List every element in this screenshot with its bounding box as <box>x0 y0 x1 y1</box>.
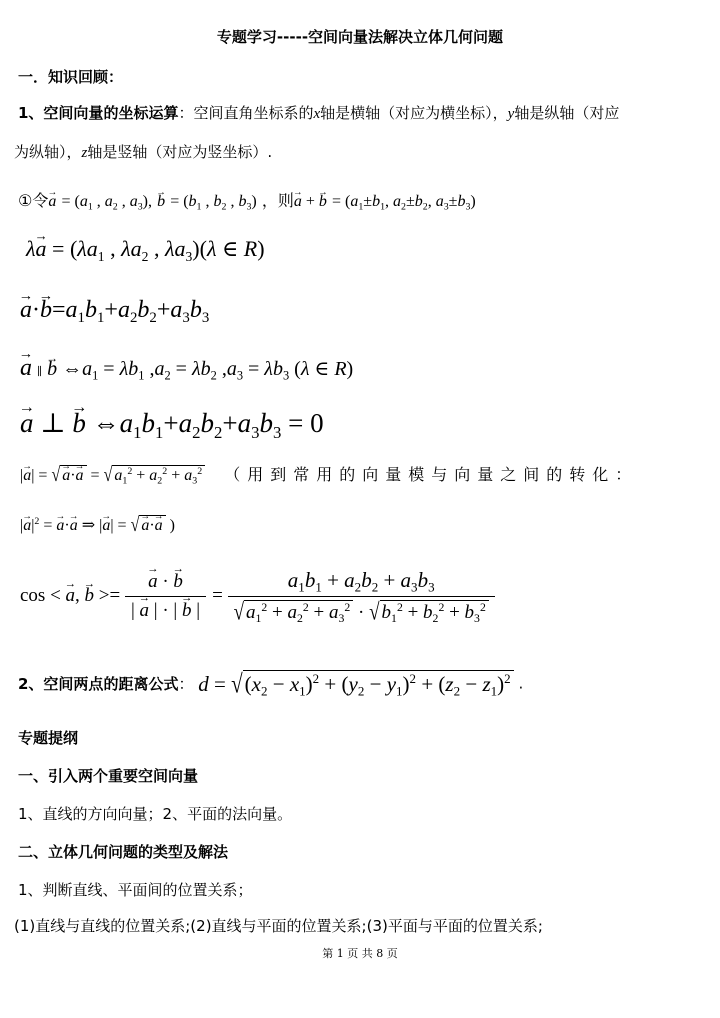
item2-distance-formula: 2、空间两点的距离公式： $d = √(x_2 - x_1)^2 + (y_2 - y_1)^2 + (z_2 - z_1)^2$ . <box>18 668 524 699</box>
part1-heading: 一、引入两个重要空间向量 <box>18 767 199 785</box>
cosine-fraction-2: $\frac{a_1b_1 + a_2b_2 + a_3b_3}{√ a_1^2 + a_2^2 + a_3^2 \cdot √ b_1^2 + b_2^2 + b_3^2}$ <box>228 568 495 624</box>
formula1-prefix: ①令 <box>18 191 49 210</box>
formula-parallel-condition: → a ∥ → b $\Leftrightarrow a_1 = \lambda b_1$ $,a_2 = \lambda b_2$ $,a_3 = \lambda b_3$ (λ ∈ R) <box>20 355 353 382</box>
formula-scalar-multiplication: $\lambda\to a = (\lambda a_1$ , $\lambda a_2$ , $\lambda a_3)(\lambda$ ∈ R) <box>26 236 265 262</box>
page-footer: 第 1 页 共 8 页 <box>322 947 398 960</box>
vector-b-coords: = ($b_1$ , $b_2$ , $b_3$) <box>170 193 257 213</box>
item2-colon: ： <box>178 675 194 693</box>
magnitude-conversion-note: （用到常用的向量模与向量之间的转化： <box>224 465 639 484</box>
formula-vector-magnitude: |→ a| = √→ a·→ a = √ $a_1^2 + a_2^2 + a_3^2$ （用到常用的向量模与向量之间的转化： <box>20 462 638 485</box>
formula-magnitude-squared: |→ $a|^2$ = → a·→ a ⇒ |→ a| = √→ a·→ a ) <box>20 515 175 535</box>
item1-text-e: 轴是竖轴（对应为竖坐标）. <box>87 143 273 161</box>
cosine-fraction-1: → $\frac{a \cdot \to b}{| \to a | \cdot | \to b |}$ <box>125 571 206 622</box>
page-title: 专题学习-----空间向量法解决立体几何问题 <box>216 28 504 46</box>
item1-text-c: 轴是纵轴（对应 <box>514 104 620 122</box>
item1-text-b: 轴是横轴（对应为横坐标）， <box>320 104 508 122</box>
formula-coordinate-vectors: ①令→ $a = (a_1$ , $a_2$ , $a_3$), → $b = (b_1$ , $b_2$ , $b_3$) ，则→ a + → $b = (a_1\pm b_1$, $a_2\pm b_2$, $a_3\pm b_3$) <box>18 188 476 211</box>
item1-text-a: ：空间直角坐标系的 <box>178 104 314 122</box>
item1-paragraph-line1 <box>18 102 619 123</box>
item1-heading: 1、空间向量的坐标运算 <box>18 104 179 122</box>
z-axis-symbol: z <box>81 145 88 161</box>
vector-sum-coords: = ($a_1\pm b_1$, $a_2\pm b_2$, $a_3\pm b_3$) <box>331 193 476 213</box>
item1-text-d: 为纵轴）， <box>14 143 82 161</box>
y-axis-symbol: y <box>507 106 515 122</box>
formula-cosine-angle: cos < → a, → b >= → $\frac{a \cdot \to b}{| \to a | \cdot | \to b |}$ = $\frac{a_1b_1 + a_2b_2 + a_3b_3}{√ a_1^2 + a_2^2 + a_3^2 \cdot √ b_1^2 + b_2^2 + b_3^2}$ <box>20 568 495 624</box>
formula1-then: ，则 <box>261 191 294 210</box>
part1-text: 1、直线的方向向量；2、平面的法向量。 <box>18 805 293 823</box>
vector-a-coords: = ($a_1$ , $a_2$ , $a_3$), <box>61 193 152 213</box>
outline-heading: 专题提纲 <box>18 729 79 747</box>
part2-text-2: (1)直线与直线的位置关系;(2)直线与平面的位置关系;(3)平面与平面的位置关系; <box>14 917 543 935</box>
part2-text-1: 1、判断直线、平面间的位置关系； <box>18 881 253 899</box>
x-axis-symbol: x <box>313 106 321 122</box>
item1-paragraph-line2 <box>14 141 272 162</box>
formula-dot-product: → $a\cdot\to b=a_1b_1+a_2b_2+a_3b_3$ <box>20 295 209 324</box>
part2-heading: 二、立体几何问题的类型及解法 <box>18 843 229 861</box>
section-knowledge-review: 一．知识回顾： <box>18 68 124 86</box>
item2-end-period: . <box>518 674 524 693</box>
formula-perpendicular-condition: → a ⊥ → b $\Leftrightarrow a_1b_1+a_2b_2+a_3b_3 = 0$ <box>20 408 324 439</box>
item2-heading: 2、空间两点的距离公式 <box>18 675 179 693</box>
